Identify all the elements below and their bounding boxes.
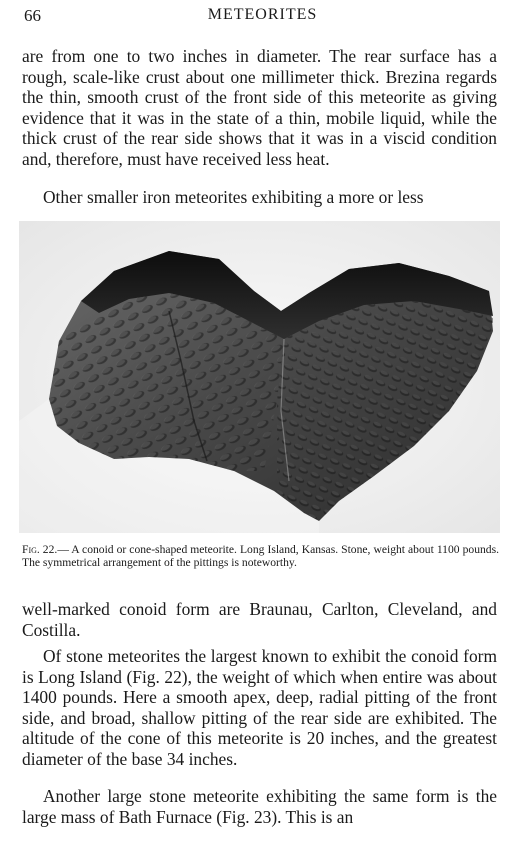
page-number: 66 bbox=[24, 6, 41, 25]
paragraph: Other smaller iron meteorites exhibiting a more or less bbox=[43, 187, 424, 207]
paragraph: are from one to two inches in diameter. The rear surface has a rough, scale-like crust about one millimeter thick. Brezina regards the thin, smooth crust of the front side of this meteorite as giving evidence that it was in the state of a thin, mobile liquid, while the thick crust of the rear side shows that it was in a viscid condition and, therefore, must have received less heat. bbox=[22, 46, 497, 169]
figure-label: Fig. 22. bbox=[22, 543, 58, 556]
paragraph: Of stone meteorites the largest known to exhibit the conoid form is Long Island (Fig. 22), the weight of which when entire was about 1400 pounds. Here a smooth apex, deep, radial pitting of the front side, and broad, shallow pitting of the rear side are exhibited. The altitude of the cone of this meteorite is 20 inches, and the greatest diameter of the base 34 inches. bbox=[22, 646, 497, 769]
page-header bbox=[24, 6, 501, 30]
meteorite-photograph bbox=[19, 221, 500, 533]
figure-caption-text: — A conoid or cone-shaped meteorite. Long Island, Kansas. Stone, weight about 1100 pounds. The symmetrical arrangement of the pittings is noteworthy. bbox=[22, 543, 499, 570]
paragraph: well-marked conoid form are Braunau, Carlton, Cleveland, and Costilla. bbox=[22, 599, 497, 640]
paragraph: Another large stone meteorite exhibiting the same form is the large mass of Bath Furnace (Fig. 23). This is an bbox=[22, 786, 497, 827]
figure-caption bbox=[22, 543, 499, 569]
running-head: METEORITES bbox=[207, 6, 318, 23]
